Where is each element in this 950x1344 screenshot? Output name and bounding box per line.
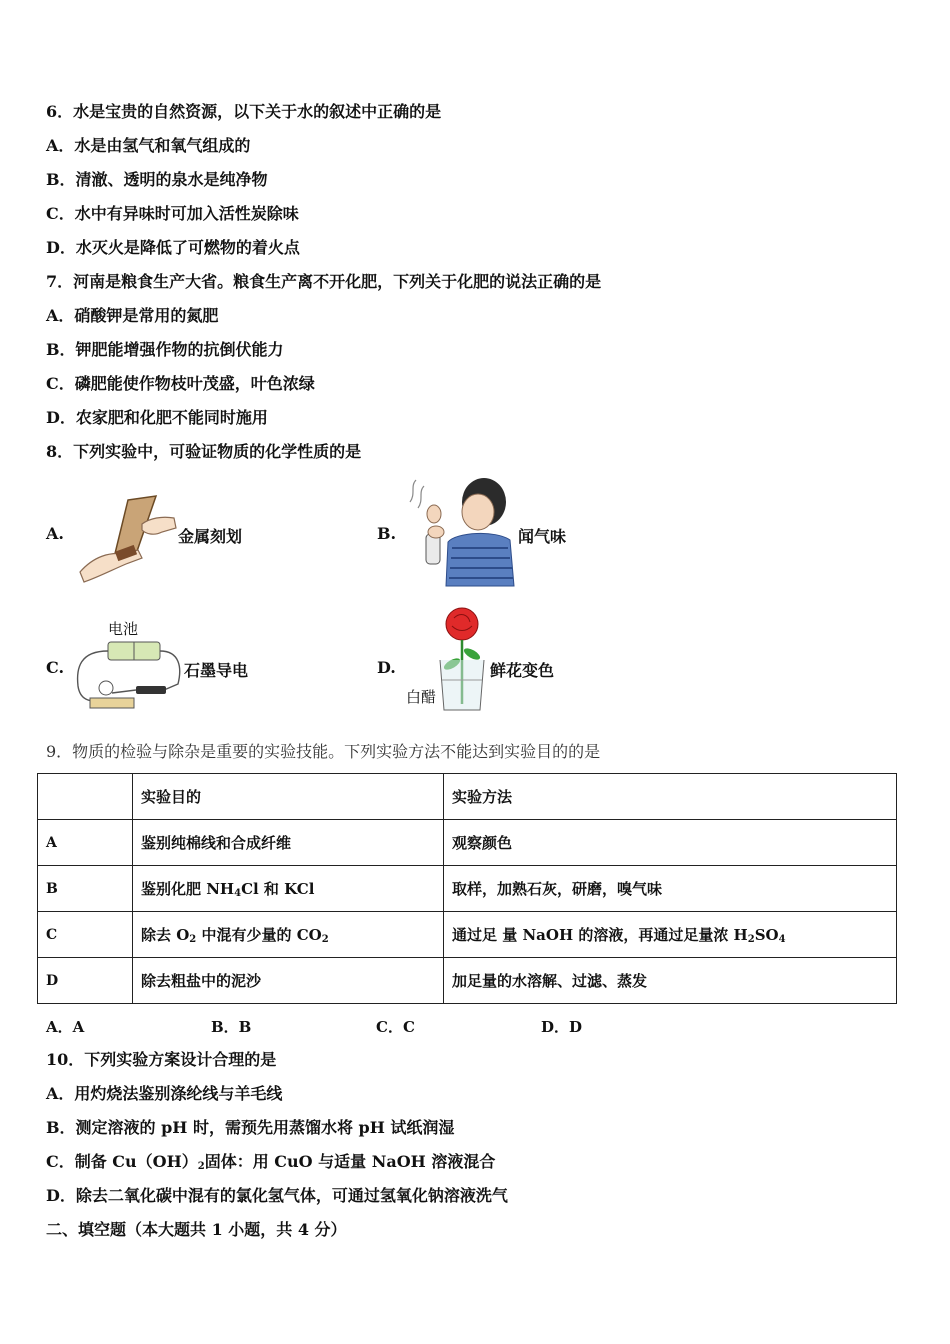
battery-label: 电池 (108, 620, 139, 638)
q7-option-a: A．硝酸钾是常用的氮肥 (46, 306, 219, 325)
q7-option-c: C．磷肥能使作物枝叶茂盛，叶色浓绿 (46, 374, 315, 393)
q6-option-b: B．清澈、透明的泉水是纯净物 (46, 170, 268, 189)
q7-stem: 7．河南是粮食生产大省。粮食生产离不开化肥，下列关于化肥的说法正确的是 (46, 272, 602, 291)
header-purpose: 实验目的 (133, 774, 444, 820)
q8-figure-d-label: 鲜花变色 (490, 661, 555, 680)
q7-option-d: D．农家肥和化肥不能同时施用 (46, 408, 268, 427)
q8-figure-c-letter: C. (46, 658, 65, 677)
table-row (38, 866, 897, 912)
smelling-illustration (404, 474, 516, 588)
q9-answer-b: B．B (211, 1018, 252, 1036)
row-method: 观察颜色 (444, 820, 897, 866)
table-row (38, 820, 897, 866)
q9-answer-c: C．C (376, 1018, 415, 1036)
row-purpose: 除去粗盐中的泥沙 (133, 958, 444, 1004)
row-method: 通过足 量 NaOH 的溶液，再通过足量浓 $H_2SO_4$ (444, 912, 897, 958)
row-key: A (38, 820, 133, 866)
row-key: D (38, 958, 133, 1004)
q10-option-a: A．用灼烧法鉴别涤纶线与羊毛线 (46, 1084, 283, 1103)
vinegar-label: 白醋 (406, 688, 437, 706)
row-purpose: 鉴别化肥 $NH_4Cl$ 和 KCl (133, 866, 444, 912)
q8-figure-c-label: 石墨导电 (184, 661, 249, 680)
q6-stem: 6．水是宝贵的自然资源，以下关于水的叙述中正确的是 (46, 102, 442, 121)
table-row (38, 958, 897, 1004)
q6-option-a: A．水是由氢气和氧气组成的 (46, 136, 251, 155)
row-method: 加足量的水溶解、过滤、蒸发 (444, 958, 897, 1004)
q8-figure-b-letter: B. (377, 524, 397, 543)
q8-figure-b-label: 闻气味 (518, 527, 567, 546)
row-key: B (38, 866, 133, 912)
q7-option-b: B．钾肥能增强作物的抗倒伏能力 (46, 340, 284, 359)
header-method: 实验方法 (444, 774, 897, 820)
table-row (38, 912, 897, 958)
flower-vinegar-illustration (432, 604, 492, 716)
graphite-circuit-illustration (72, 638, 184, 714)
q9-table (37, 773, 897, 1004)
q8-figure-a-label: 金属刻划 (178, 527, 243, 546)
metal-scratch-illustration (76, 494, 180, 588)
row-purpose: 鉴别纯棉线和合成纤维 (133, 820, 444, 866)
row-purpose: 除去 $O_2$ 中混有少量的 $CO_2$ (133, 912, 444, 958)
q10-option-d: D．除去二氧化碳中混有的氯化氢气体，可通过氢氧化钠溶液洗气 (46, 1186, 508, 1205)
q10-option-c: C．制备 $Cu(OH)_2$固体：用 CuO 与适量 NaOH 溶液混合 (46, 1152, 496, 1172)
row-method: 取样，加熟石灰，研磨，嗅气味 (444, 866, 897, 912)
q9-stem: 9．物质的检验与除杂是重要的实验技能。下列实验方法不能达到实验目的的是 (46, 742, 601, 761)
q9-answer-d: D．D (541, 1018, 583, 1036)
q8-figure-a-letter: A. (46, 524, 64, 543)
row-key: C (38, 912, 133, 958)
q10-stem: 10．下列实验方案设计合理的是 (46, 1050, 277, 1069)
q6-option-c: C．水中有异味时可加入活性炭除味 (46, 204, 299, 223)
q9-answer-a: A．A (46, 1018, 85, 1036)
q8-stem: 8．下列实验中，可验证物质的化学性质的是 (46, 442, 362, 461)
q8-figure-d-letter: D. (377, 658, 396, 677)
q10-option-b: B．测定溶液的 pH 时，需预先用蒸馏水将 pH 试纸润湿 (46, 1118, 455, 1137)
q6-option-d: D．水灭火是降低了可燃物的着火点 (46, 238, 300, 257)
table-header-row (38, 774, 897, 820)
section-2-heading: 二、填空题（本大题共 1 小题，共 4 分） (46, 1220, 347, 1239)
header-blank (38, 774, 133, 820)
